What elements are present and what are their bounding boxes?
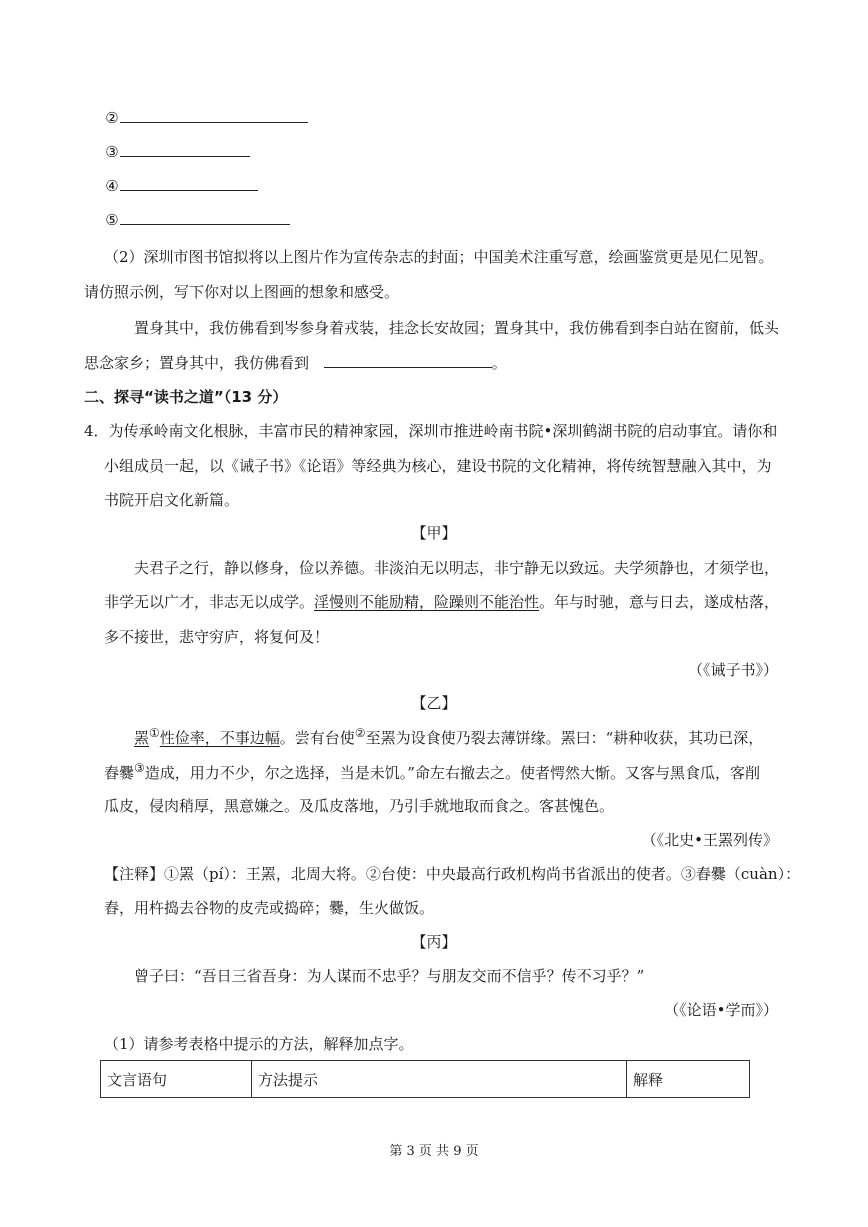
answer-line-3 — [104, 142, 250, 161]
page-footer: 第 3 页 共 9 页 — [389, 1144, 479, 1159]
q3-example-line2-suffix: 。 — [491, 354, 507, 372]
answer-line-5 — [104, 210, 290, 229]
q3-example-line2 — [84, 352, 507, 373]
jia-line3: 多不接世，悲守穷庐，将复何及！ — [104, 628, 330, 646]
answer-marker: ④ — [105, 177, 119, 195]
yi-label: 【乙】 — [411, 694, 457, 712]
yi-line1-a: 罴 — [134, 729, 150, 747]
answer-line-4 — [104, 176, 258, 195]
q3-part2-prompt-line2: 请仿照示例，写下你对以上图画的想象和感受。 — [84, 283, 400, 301]
yi-line3: 瓜皮，侵肉稍厚，黑意嫌之。及瓜皮落地，乃引手就地取而食之。客甚愧色。 — [104, 797, 615, 815]
answer-blank — [120, 176, 258, 191]
yi-line2-a: 舂爨 — [104, 764, 135, 782]
q4-line1: 4．为传承岭南文化根脉，丰富市民的精神家园，深圳市推进岭南书院•深圳鹤湖书院的启动事宜。请你和 — [84, 422, 778, 440]
jia-line2-post: 。年与时驰，意与日去，遂成枯落， — [539, 593, 780, 611]
q3-part2-prompt-line1: （2）深圳市图书馆拟将以上图片作为宣传杂志的封面；中国美术注重写意，绘画鉴赏更是见仁见智。 — [104, 248, 774, 266]
section2-heading: 二、探寻“读书之道”（13 分） — [84, 388, 288, 406]
q4-line2: 小组成员一起，以《诫子书》《论语》等经典为核心，建设书院的文化精神，将传统智慧融入其中，为 — [104, 457, 772, 475]
table-header-cell: 方法提示 — [252, 1061, 627, 1098]
note-line2: 舂，用杵捣去谷物的皮壳或捣碎；爨，生火做饭。 — [104, 899, 435, 917]
answer-blank — [120, 142, 250, 157]
answer-line-2 — [104, 108, 308, 127]
yi-line2-b: 造成，用力不少，尔之选择，当是未饥。”命左右撤去之。使者愕然大惭。又客与黑食瓜，客削 — [144, 764, 760, 782]
table-header-cell: 文言语句 — [101, 1061, 252, 1098]
note-ref-1: ① — [149, 726, 160, 740]
answer-blank — [120, 210, 290, 225]
note-ref-3: ③ — [134, 761, 145, 775]
answer-marker: ③ — [105, 143, 119, 161]
jia-line1: 夫君子之行，静以修身，俭以养德。非淡泊无以明志，非宁静无以致远。夫学须静也，才须学也， — [134, 559, 780, 577]
q4-line3: 书院开启文化新篇。 — [104, 491, 240, 509]
note-ref-2: ② — [354, 726, 366, 740]
jia-underlined-sentence: 淫慢则不能励精，险躁则不能治性 — [314, 593, 540, 611]
q3-example-blank — [324, 353, 492, 368]
bing-label: 【丙】 — [411, 933, 457, 951]
yi-underlined-phrase: 性俭率，不事边幅 — [159, 729, 280, 747]
jia-label: 【甲】 — [411, 524, 457, 542]
q3-example-line2-prefix: 思念家乡；置身其中，我仿佛看到 — [84, 354, 310, 372]
yi-line1-b: 。尝有台使 — [279, 729, 355, 747]
bing-line1: 曾子曰：“吾日三省吾身：为人谋而不忠乎？与朋友交而不信乎？传不习乎？” — [134, 967, 645, 985]
jia-line2 — [104, 591, 779, 612]
explanation-table — [100, 1060, 750, 1098]
yi-line1 — [134, 726, 763, 748]
note-line1: 【注释】①罴（pí）：王罴，北周大将。②台使：中央最高行政机构尚书省派出的使者。③舂爨（cuàn）： — [104, 865, 801, 883]
yi-line1-c: 至罴为设食使乃裂去薄饼缘。罴曰：“耕种收获，其功已深， — [365, 729, 764, 747]
table-header-cell: 解释 — [627, 1061, 750, 1098]
answer-blank — [120, 108, 308, 123]
yi-source: （《北史•王罴列传》 — [641, 831, 778, 849]
table-header-row — [101, 1061, 750, 1098]
bing-source: （《论语•学而》） — [664, 1001, 778, 1019]
jia-line2-pre: 非学无以广才，非志无以成学。 — [104, 593, 315, 611]
q4-part1-prompt: （1）请参考表格中提示的方法，解释加点字。 — [104, 1035, 414, 1053]
yi-line2 — [104, 761, 760, 783]
q3-example-line1: 置身其中，我仿佛看到岑参身着戎装，挂念长安故园；置身其中，我仿佛看到李白站在窗前，低头 — [134, 319, 780, 337]
answer-marker: ② — [105, 109, 119, 127]
jia-source: （《诫子书》） — [687, 661, 778, 679]
answer-marker: ⑤ — [105, 211, 119, 229]
